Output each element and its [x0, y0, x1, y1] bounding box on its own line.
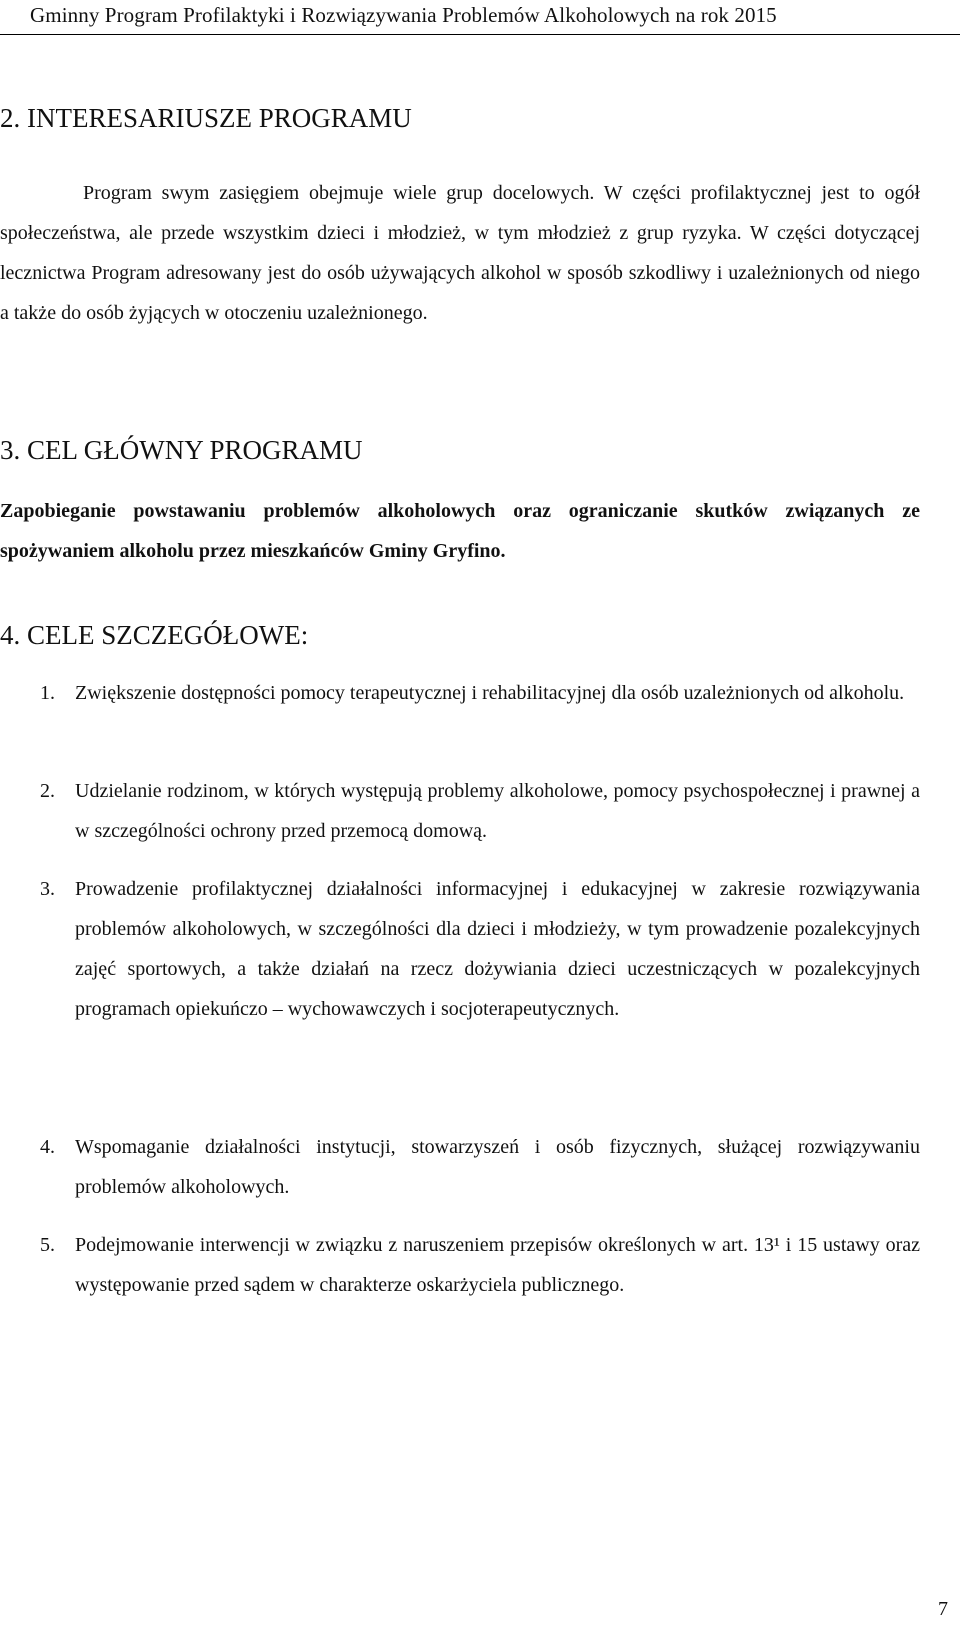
list-item-text: Zwiększenie dostępności pomocy terapeutycznej i rehabilitacyjnej dla osób uzależnionych od alkoholu. [75, 682, 905, 704]
list-item-number: 3. [40, 878, 55, 900]
section-4-heading: 4. CELE SZCZEGÓŁOWE: [0, 620, 309, 650]
list-item-number: 5. [40, 1234, 55, 1256]
section-3-heading: 3. CEL GŁÓWNY PROGRAMU [0, 435, 363, 465]
page-header [0, 0, 960, 35]
list-item-number: 1. [40, 682, 55, 704]
page-number: 7 [938, 1598, 948, 1620]
list-item-number: 4. [40, 1136, 55, 1158]
header-title: Gminny Program Profilaktyki i Rozwiązywania Problemów Alkoholowych na rok 2015 [30, 3, 777, 27]
list-item-text: Prowadzenie profilaktycznej działalności informacyjnej i edukacyjnej w zakresie rozwiązywania problemów alkoholowych, w szczególności dla dzieci i młodzieży, w tym prowadzenie pozalekcyjnych zajęć sportowych, a także działań na rzecz dożywiania dzieci uczestniczących w pozalekcyjnych programach opiekuńczo – wychowawczych i socjoterapeutycznych. [75, 878, 920, 1020]
section-2-paragraph: Program swym zasięgiem obejmuje wiele grup docelowych. W części profilaktycznej jest to ogół społeczeństwa, ale przede wszystkim dzieci i młodzież, w tym młodzież z grup ryzyka. W części dotyczącej lecznictwa Program adresowany jest do osób używających alkohol w sposób szkodliwy i uzależnionych od niego a także do osób żyjących w otoczeniu uzależnionego. [0, 182, 920, 324]
list-item-number: 2. [40, 780, 55, 802]
section-2-heading: 2. INTERESARIUSZE PROGRAMU [0, 103, 412, 133]
section-3-paragraph: Zapobieganie powstawaniu problemów alkoholowych oraz ograniczanie skutków związanych ze spożywaniem alkoholu przez mieszkańców Gminy Gryfino. [0, 500, 920, 562]
list-item-text: Udzielanie rodzinom, w których występują problemy alkoholowe, pomocy psychospołecznej i prawnej a w szczególności ochrony przed przemocą domową. [75, 780, 920, 842]
list-item-text: Wspomaganie działalności instytucji, stowarzyszeń i osób fizycznych, służącej rozwiązywaniu problemów alkoholowych. [75, 1136, 920, 1198]
list-item-text: Podejmowanie interwencji w związku z naruszeniem przepisów określonych w art. 13¹ i 15 ustawy oraz występowanie przed sądem w charakterze oskarżyciela publicznego. [75, 1234, 920, 1296]
